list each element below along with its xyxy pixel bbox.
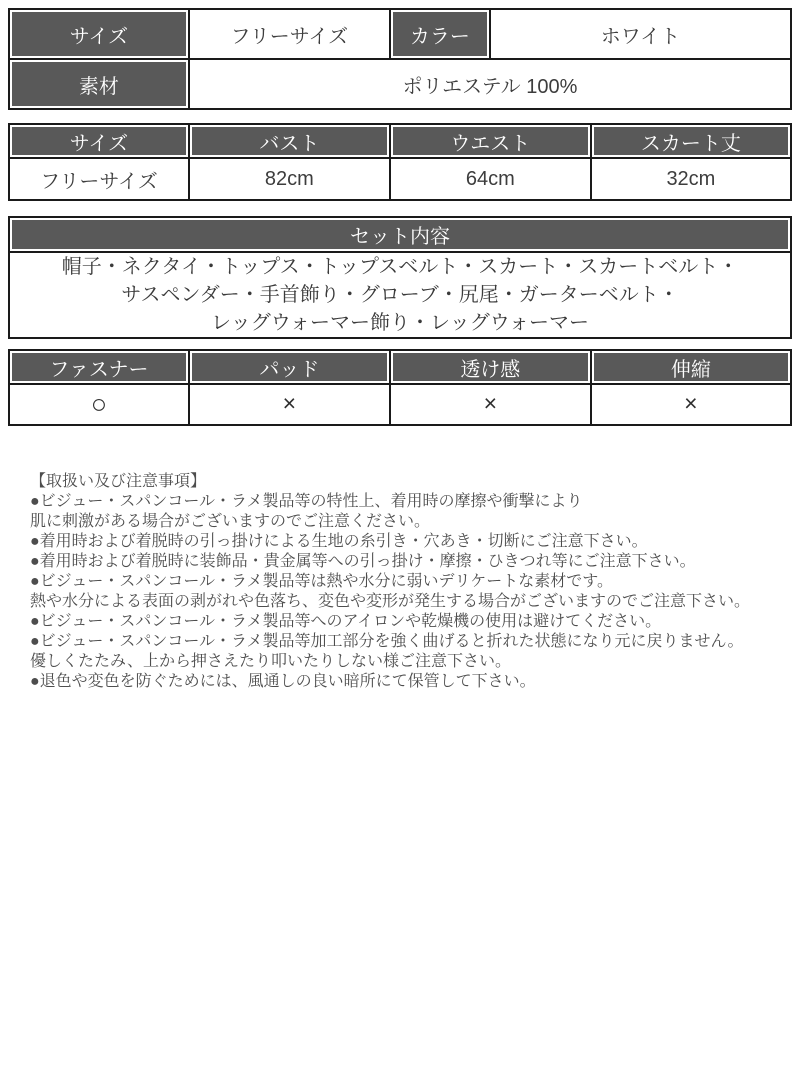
care-note-line: ●ビジュー・スパンコール・ラメ製品等加工部分を強く曲げると折れた状態になり元に戻りません。 xyxy=(30,633,744,650)
measurements-value-size: フリーサイズ xyxy=(9,158,189,200)
size-label-cell: サイズ xyxy=(9,9,189,59)
care-note-line: 熱や水分による表面の剥がれや色落ち、変色や変形が発生する場合がございますのでご注意下さい。 xyxy=(30,593,751,610)
measurements-value-bust: 82cm xyxy=(189,158,390,200)
material-label-cell: 素材 xyxy=(9,59,189,109)
set-contents-line: 帽子・ネクタイ・トップス・トップスベルト・スカート・スカートベルト・ xyxy=(61,256,739,278)
cross-mark-icon: × xyxy=(282,390,297,416)
features-header-stretch: 伸縮 xyxy=(591,350,791,384)
care-note-line: ●ビジュー・スパンコール・ラメ製品等へのアイロンや乾燥機の使用は避けてください。 xyxy=(30,613,662,630)
measurements-header-waist: ウエスト xyxy=(390,124,591,158)
care-note-line: ●着用時および着脱時に装飾品・貴金属等への引っ掛け・摩擦・ひきつれ等にご注意下さい。 xyxy=(30,553,696,570)
set-contents-line: レッグウォーマー飾り・レッグウォーマー xyxy=(211,312,589,334)
care-notes-title: 【取扱い及び注意事項】 xyxy=(30,473,207,490)
cross-mark-icon: × xyxy=(483,390,498,416)
features-value-pad xyxy=(189,384,390,425)
size-value-cell: フリーサイズ xyxy=(189,9,390,59)
size-color-material-table xyxy=(8,8,792,110)
set-contents-body xyxy=(9,252,791,338)
features-value-stretch xyxy=(591,384,791,425)
features-header-sheerness: 透け感 xyxy=(390,350,591,384)
set-contents-line: サスペンダー・手首飾り・グローブ・尻尾・ガーターベルト・ xyxy=(121,284,679,306)
set-contents-title: セット内容 xyxy=(9,217,791,252)
features-value-sheerness xyxy=(390,384,591,425)
cross-mark-icon: × xyxy=(684,390,698,416)
care-note-line: 優しくたたみ、上から押さえたり叩いたりしない様ご注意下さい。 xyxy=(30,653,511,670)
care-note-line: ●ビジュー・スパンコール・ラメ製品等は熱や水分に弱いデリケートな素材です。 xyxy=(30,573,613,590)
measurements-header-bust: バスト xyxy=(189,124,390,158)
measurements-header-size: サイズ xyxy=(9,124,189,158)
measurements-value-waist: 64cm xyxy=(390,158,591,200)
features-value-fastener xyxy=(9,384,189,425)
color-label-cell: カラー xyxy=(390,9,490,59)
care-notes xyxy=(8,472,792,692)
features-table xyxy=(8,349,792,426)
measurements-table xyxy=(8,123,792,201)
color-value-cell: ホワイト xyxy=(490,9,791,59)
circle-mark-icon: ○ xyxy=(90,388,108,419)
care-note-line: 肌に刺激がある場合がございますのでご注意ください。 xyxy=(30,513,431,530)
features-header-pad: パッド xyxy=(189,350,390,384)
care-note-line: ●着用時および着脱時の引っ掛けによる生地の糸引き・穴あき・切断にご注意下さい。 xyxy=(30,533,648,550)
care-note-line: ●ビジュー・スパンコール・ラメ製品等の特性上、着用時の摩擦や衝撃により xyxy=(30,493,583,510)
measurements-value-skirt-length: 32cm xyxy=(591,158,791,200)
features-header-fastener: ファスナー xyxy=(9,350,189,384)
material-value-cell: ポリエステル 100% xyxy=(189,59,791,109)
care-note-line: ●退色や変色を防ぐためには、風通しの良い暗所にて保管して下さい。 xyxy=(30,673,536,690)
set-contents-table xyxy=(8,216,792,339)
measurements-header-skirt-length: スカート丈 xyxy=(591,124,791,158)
